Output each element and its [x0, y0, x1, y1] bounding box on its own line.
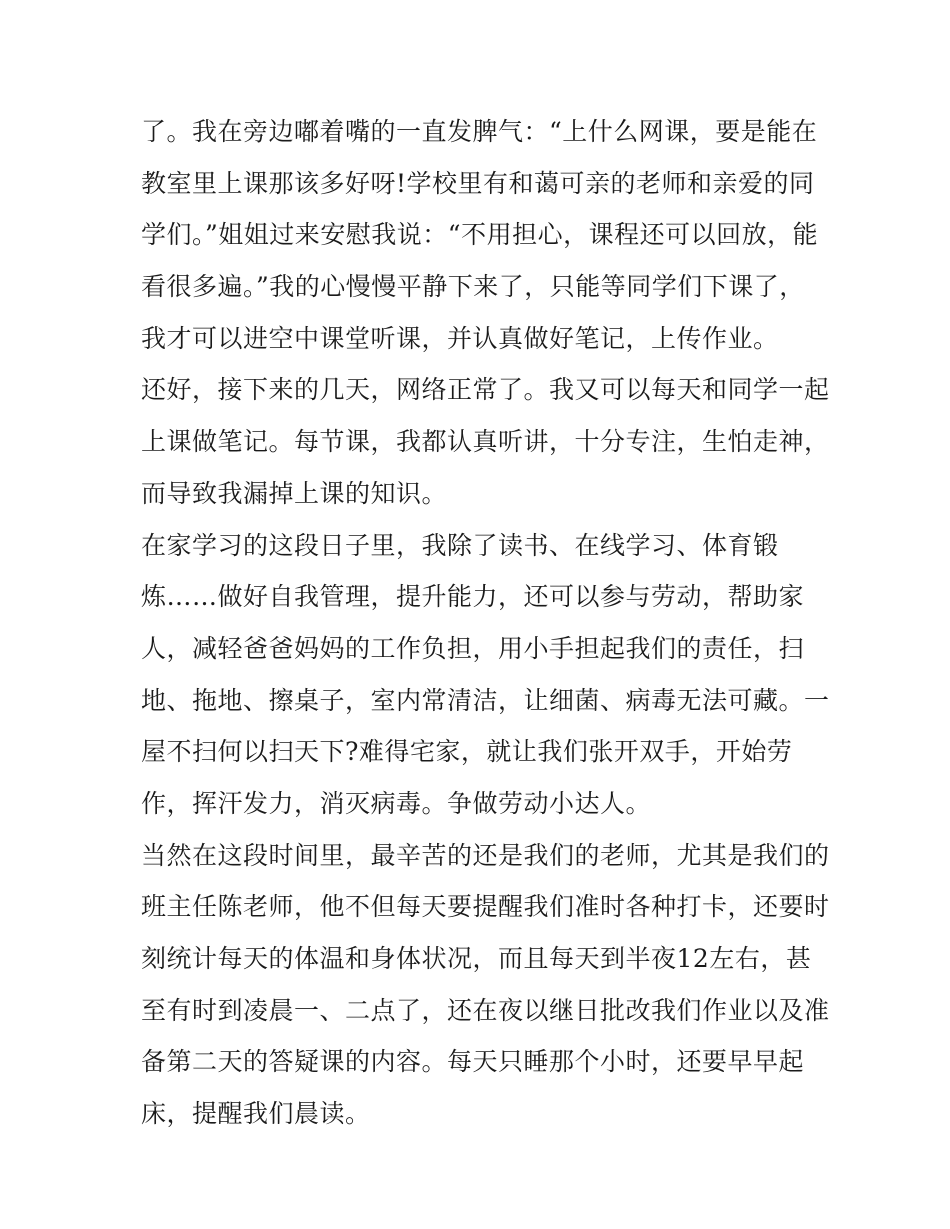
text-line: 学们。”姐姐过来安慰我说：“不用担心，课程还可以回放，能 — [141, 220, 819, 250]
text-line: 地、拖地、擦桌子，室内常清洁，让细菌、病毒无法可藏。一 — [141, 685, 830, 715]
text-line: 作，挥汗发力，消灭病毒。争做劳动小达人。 — [141, 788, 652, 818]
text-line: 屋不扫何以扫天下?难得宅家，就让我们张开双手，开始劳 — [141, 737, 793, 767]
text-line: 在家学习的这段日子里，我除了读书、在线学习、体育锻 — [141, 530, 779, 560]
text-line: 了。我在旁边嘟着嘴的一直发脾气：“上什么网课，要是能在 — [141, 117, 818, 146]
text-line: 人，减轻爸爸妈妈的工作负担，用小手担起我们的责任，扫 — [141, 633, 805, 663]
text-line: 刻统计每天的体温和身体状况，而且每天到半夜12左右，甚 — [141, 944, 812, 973]
text-line: 班主任陈老师，他不但每天要提醒我们准时各种打卡，还要时 — [141, 892, 830, 922]
text-line: 上课做笔记。每节课，我都认真听讲，十分专注，生怕走神， — [141, 427, 830, 457]
text-line: 床，提醒我们晨读。 — [141, 1099, 371, 1129]
text-line: 看很多遍。”我的心慢慢平静下来了，只能等同学们下课了， — [141, 272, 805, 302]
body-text — [141, 106, 831, 1140]
text-line: 我才可以进空中课堂听课，并认真做好笔记，上传作业。 — [141, 323, 779, 353]
text-line: 当然在这段时间里，最辛苦的还是我们的老师，尤其是我们的 — [141, 840, 830, 870]
text-line: 炼……做好自我管理，提升能力，还可以参与劳动，帮助家 — [141, 582, 805, 612]
text-line: 而导致我漏掉上课的知识。 — [141, 478, 448, 508]
text-line: 还好，接下来的几天，网络正常了。我又可以每天和同学一起 — [141, 375, 830, 405]
text-line: 教室里上课那该多好呀!学校里有和蔼可亲的老师和亲爱的同 — [141, 168, 815, 198]
text-line: 备第二天的答疑课的内容。每天只睡那个小时，还要早早起 — [141, 1047, 805, 1077]
text-line: 至有时到凌晨一、二点了，还在夜以继日批改我们作业以及准 — [141, 995, 830, 1025]
